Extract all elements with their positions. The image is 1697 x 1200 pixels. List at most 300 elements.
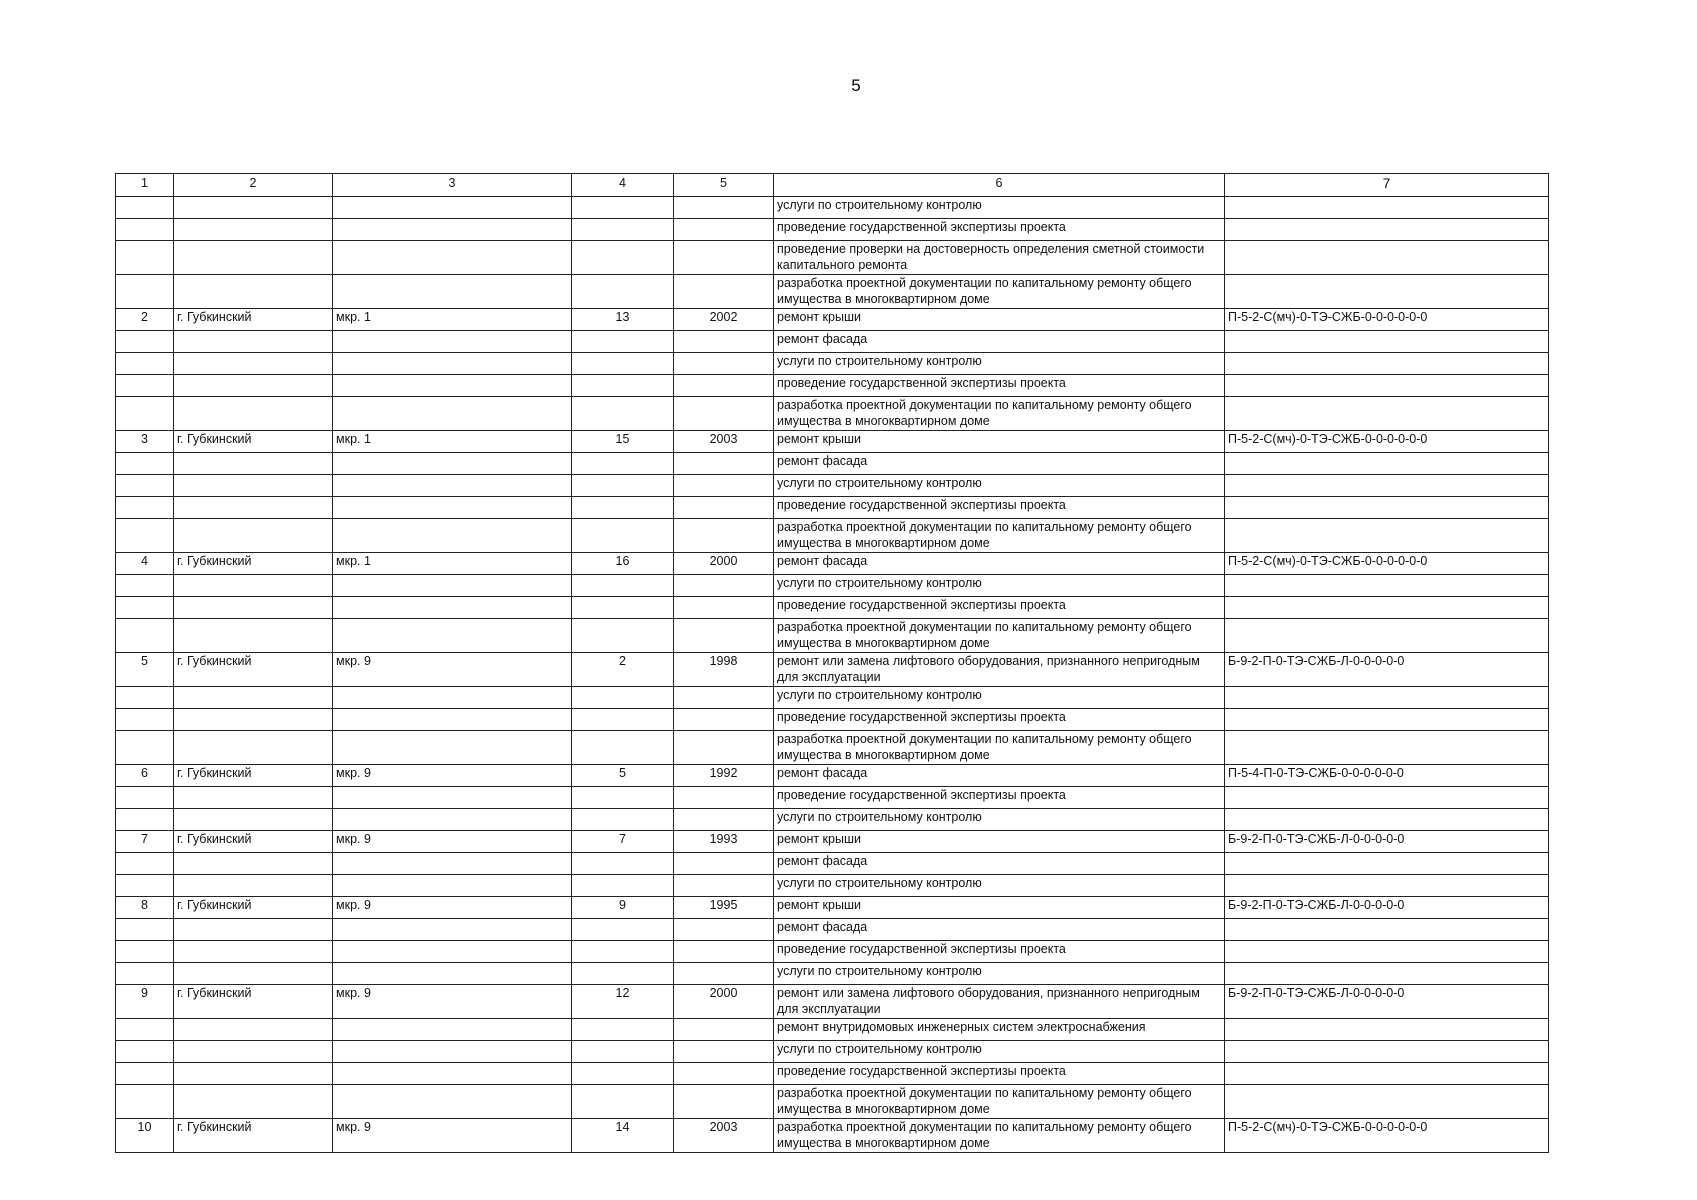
- cell-district: [333, 275, 572, 309]
- cell-district: [333, 709, 572, 731]
- cell-work: ремонт или замена лифтового оборудования, признанного непригодным для эксплуатации: [774, 653, 1225, 687]
- cell-city: [174, 941, 333, 963]
- cell-code: [1225, 731, 1549, 765]
- cell-city: [174, 619, 333, 653]
- cell-number: 2: [116, 309, 174, 331]
- cell-work: проведение государственной экспертизы проекта: [774, 597, 1225, 619]
- cell-code: [1225, 575, 1549, 597]
- table-body: [116, 174, 1549, 1153]
- cell-code: [1225, 809, 1549, 831]
- cell-code: [1225, 375, 1549, 397]
- cell-year: [674, 919, 774, 941]
- cell-city: [174, 963, 333, 985]
- cell-house: [572, 219, 674, 241]
- cell-work: проведение государственной экспертизы проекта: [774, 219, 1225, 241]
- cell-work: ремонт крыши: [774, 897, 1225, 919]
- repair-table: [115, 173, 1549, 1153]
- cell-number: [116, 687, 174, 709]
- cell-work: ремонт фасада: [774, 765, 1225, 787]
- cell-district: [333, 375, 572, 397]
- table-row: [116, 597, 1549, 619]
- cell-number: [116, 475, 174, 497]
- cell-number: [116, 353, 174, 375]
- column-header: 7: [1225, 174, 1549, 197]
- table-row: [116, 709, 1549, 731]
- column-header: 5: [674, 174, 774, 197]
- cell-district: [333, 1085, 572, 1119]
- column-header: 2: [174, 174, 333, 197]
- table-row: [116, 519, 1549, 553]
- cell-number: [116, 619, 174, 653]
- table-row: [116, 453, 1549, 475]
- cell-city: г. Губкинский: [174, 309, 333, 331]
- cell-number: [116, 497, 174, 519]
- cell-year: [674, 519, 774, 553]
- cell-district: [333, 331, 572, 353]
- cell-year: [674, 275, 774, 309]
- cell-city: [174, 197, 333, 219]
- cell-district: [333, 197, 572, 219]
- cell-district: [333, 1019, 572, 1041]
- cell-year: [674, 1041, 774, 1063]
- table-row: [116, 897, 1549, 919]
- cell-work: ремонт крыши: [774, 309, 1225, 331]
- cell-city: г. Губкинский: [174, 765, 333, 787]
- cell-year: 2003: [674, 1119, 774, 1153]
- cell-work: проведение государственной экспертизы проекта: [774, 375, 1225, 397]
- cell-district: [333, 241, 572, 275]
- cell-number: [116, 787, 174, 809]
- cell-city: г. Губкинский: [174, 985, 333, 1019]
- cell-code: [1225, 709, 1549, 731]
- cell-work: разработка проектной документации по капитальному ремонту общего имущества в многоквартирном доме: [774, 1119, 1225, 1153]
- cell-number: [116, 275, 174, 309]
- cell-year: [674, 875, 774, 897]
- cell-code: [1225, 963, 1549, 985]
- cell-work: разработка проектной документации по капитальному ремонту общего имущества в многоквартирном доме: [774, 731, 1225, 765]
- cell-number: [116, 709, 174, 731]
- cell-house: 7: [572, 831, 674, 853]
- cell-code: Б-9-2-П-0-ТЭ-СЖБ-Л-0-0-0-0-0: [1225, 653, 1549, 687]
- column-header: 6: [774, 174, 1225, 197]
- cell-work: услуги по строительному контролю: [774, 575, 1225, 597]
- cell-year: 1995: [674, 897, 774, 919]
- cell-district: [333, 941, 572, 963]
- table-row: [116, 875, 1549, 897]
- cell-code: Б-9-2-П-0-ТЭ-СЖБ-Л-0-0-0-0-0: [1225, 831, 1549, 853]
- cell-district: [333, 1041, 572, 1063]
- cell-work: проведение государственной экспертизы проекта: [774, 1063, 1225, 1085]
- cell-number: [116, 809, 174, 831]
- table-row: [116, 963, 1549, 985]
- cell-year: 2002: [674, 309, 774, 331]
- cell-house: [572, 731, 674, 765]
- cell-district: мкр. 1: [333, 431, 572, 453]
- cell-house: [572, 331, 674, 353]
- cell-work: проведение государственной экспертизы проекта: [774, 709, 1225, 731]
- cell-district: [333, 219, 572, 241]
- cell-year: [674, 453, 774, 475]
- page-number: 5: [851, 76, 861, 95]
- cell-number: [116, 1085, 174, 1119]
- cell-house: 16: [572, 553, 674, 575]
- cell-work: разработка проектной документации по капитальному ремонту общего имущества в многоквартирном доме: [774, 619, 1225, 653]
- cell-house: [572, 397, 674, 431]
- cell-city: г. Губкинский: [174, 653, 333, 687]
- cell-number: [116, 875, 174, 897]
- cell-year: 1992: [674, 765, 774, 787]
- cell-year: 2003: [674, 431, 774, 453]
- cell-district: [333, 475, 572, 497]
- cell-work: проведение государственной экспертизы проекта: [774, 787, 1225, 809]
- cell-house: [572, 963, 674, 985]
- cell-city: [174, 397, 333, 431]
- table-row: [116, 309, 1549, 331]
- cell-house: 13: [572, 309, 674, 331]
- table-row: [116, 919, 1549, 941]
- cell-city: [174, 1063, 333, 1085]
- cell-work: ремонт крыши: [774, 431, 1225, 453]
- cell-house: [572, 853, 674, 875]
- cell-city: [174, 1019, 333, 1041]
- cell-house: [572, 941, 674, 963]
- cell-house: 12: [572, 985, 674, 1019]
- cell-year: [674, 331, 774, 353]
- cell-house: [572, 497, 674, 519]
- cell-year: [674, 1063, 774, 1085]
- cell-code: П-5-2-С(мч)-0-ТЭ-СЖБ-0-0-0-0-0-0: [1225, 1119, 1549, 1153]
- cell-district: [333, 919, 572, 941]
- cell-year: [674, 241, 774, 275]
- table-row: [116, 197, 1549, 219]
- cell-year: [674, 375, 774, 397]
- table-row: [116, 575, 1549, 597]
- cell-district: мкр. 1: [333, 309, 572, 331]
- cell-work: ремонт крыши: [774, 831, 1225, 853]
- cell-city: [174, 1041, 333, 1063]
- cell-district: [333, 519, 572, 553]
- cell-number: [116, 575, 174, 597]
- table-row: [116, 241, 1549, 275]
- cell-district: мкр. 9: [333, 653, 572, 687]
- cell-city: [174, 575, 333, 597]
- cell-year: 1993: [674, 831, 774, 853]
- cell-code: П-5-2-С(мч)-0-ТЭ-СЖБ-0-0-0-0-0-0: [1225, 309, 1549, 331]
- cell-year: [674, 197, 774, 219]
- cell-house: [572, 875, 674, 897]
- cell-year: 2000: [674, 553, 774, 575]
- cell-work: услуги по строительному контролю: [774, 353, 1225, 375]
- table-row: [116, 765, 1549, 787]
- cell-number: [116, 597, 174, 619]
- cell-code: [1225, 241, 1549, 275]
- cell-code: [1225, 275, 1549, 309]
- cell-district: [333, 575, 572, 597]
- cell-district: [333, 353, 572, 375]
- cell-number: [116, 1063, 174, 1085]
- cell-city: [174, 709, 333, 731]
- cell-work: ремонт фасада: [774, 331, 1225, 353]
- cell-code: [1225, 519, 1549, 553]
- table-row: [116, 1041, 1549, 1063]
- cell-house: [572, 619, 674, 653]
- cell-work: разработка проектной документации по капитальному ремонту общего имущества в многоквартирном доме: [774, 519, 1225, 553]
- cell-work: ремонт фасада: [774, 553, 1225, 575]
- table-row: [116, 941, 1549, 963]
- cell-year: [674, 597, 774, 619]
- table-row: [116, 687, 1549, 709]
- cell-work: услуги по строительному контролю: [774, 875, 1225, 897]
- cell-city: [174, 787, 333, 809]
- cell-city: [174, 241, 333, 275]
- cell-year: [674, 219, 774, 241]
- cell-number: [116, 397, 174, 431]
- cell-year: [674, 687, 774, 709]
- table-row: [116, 1063, 1549, 1085]
- table-header-row: [116, 174, 1549, 197]
- cell-work: ремонт фасада: [774, 919, 1225, 941]
- cell-city: [174, 353, 333, 375]
- cell-number: [116, 197, 174, 219]
- cell-house: [572, 687, 674, 709]
- cell-house: [572, 597, 674, 619]
- cell-year: [674, 809, 774, 831]
- cell-house: [572, 709, 674, 731]
- cell-work: разработка проектной документации по капитальному ремонту общего имущества в многоквартирном доме: [774, 397, 1225, 431]
- cell-code: [1225, 219, 1549, 241]
- cell-work: услуги по строительному контролю: [774, 475, 1225, 497]
- cell-city: г. Губкинский: [174, 1119, 333, 1153]
- cell-city: [174, 519, 333, 553]
- cell-district: [333, 963, 572, 985]
- cell-code: П-5-2-С(мч)-0-ТЭ-СЖБ-0-0-0-0-0-0: [1225, 553, 1549, 575]
- table-row: [116, 1085, 1549, 1119]
- cell-code: [1225, 853, 1549, 875]
- table-row: [116, 1019, 1549, 1041]
- cell-district: [333, 1063, 572, 1085]
- cell-year: [674, 353, 774, 375]
- cell-district: [333, 853, 572, 875]
- table-row: [116, 331, 1549, 353]
- table-row: [116, 275, 1549, 309]
- cell-code: [1225, 1063, 1549, 1085]
- cell-code: Б-9-2-П-0-ТЭ-СЖБ-Л-0-0-0-0-0: [1225, 985, 1549, 1019]
- cell-house: [572, 787, 674, 809]
- cell-number: [116, 375, 174, 397]
- cell-work: услуги по строительному контролю: [774, 197, 1225, 219]
- cell-number: [116, 1019, 174, 1041]
- cell-code: [1225, 1019, 1549, 1041]
- cell-code: [1225, 687, 1549, 709]
- column-header: 4: [572, 174, 674, 197]
- cell-district: мкр. 9: [333, 897, 572, 919]
- cell-code: [1225, 919, 1549, 941]
- cell-work: услуги по строительному контролю: [774, 687, 1225, 709]
- cell-number: [116, 919, 174, 941]
- cell-district: мкр. 9: [333, 985, 572, 1019]
- cell-house: 15: [572, 431, 674, 453]
- cell-year: [674, 731, 774, 765]
- cell-house: [572, 1063, 674, 1085]
- cell-number: 7: [116, 831, 174, 853]
- cell-house: [572, 575, 674, 597]
- cell-house: [572, 475, 674, 497]
- cell-number: 8: [116, 897, 174, 919]
- cell-house: 2: [572, 653, 674, 687]
- cell-work: услуги по строительному контролю: [774, 809, 1225, 831]
- cell-code: [1225, 331, 1549, 353]
- cell-year: [674, 1019, 774, 1041]
- cell-work: проведение государственной экспертизы проекта: [774, 941, 1225, 963]
- cell-code: [1225, 197, 1549, 219]
- cell-code: [1225, 875, 1549, 897]
- table-row: [116, 809, 1549, 831]
- cell-city: [174, 687, 333, 709]
- cell-district: [333, 875, 572, 897]
- cell-city: [174, 809, 333, 831]
- cell-district: [333, 687, 572, 709]
- cell-code: [1225, 787, 1549, 809]
- cell-code: [1225, 1041, 1549, 1063]
- cell-city: [174, 1085, 333, 1119]
- cell-city: г. Губкинский: [174, 431, 333, 453]
- table-row: [116, 219, 1549, 241]
- table-row: [116, 497, 1549, 519]
- cell-city: [174, 375, 333, 397]
- table-row: [116, 1119, 1549, 1153]
- cell-house: [572, 353, 674, 375]
- cell-year: [674, 853, 774, 875]
- cell-code: П-5-2-С(мч)-0-ТЭ-СЖБ-0-0-0-0-0-0: [1225, 431, 1549, 453]
- cell-number: [116, 331, 174, 353]
- cell-district: [333, 453, 572, 475]
- cell-district: [333, 731, 572, 765]
- cell-city: [174, 875, 333, 897]
- cell-house: [572, 375, 674, 397]
- table-row: [116, 353, 1549, 375]
- cell-code: [1225, 1085, 1549, 1119]
- cell-code: [1225, 597, 1549, 619]
- column-header: 1: [116, 174, 174, 197]
- table-row: [116, 553, 1549, 575]
- cell-number: [116, 1041, 174, 1063]
- cell-number: 10: [116, 1119, 174, 1153]
- cell-year: 1998: [674, 653, 774, 687]
- cell-number: [116, 453, 174, 475]
- cell-work: ремонт фасада: [774, 453, 1225, 475]
- cell-number: [116, 219, 174, 241]
- cell-city: г. Губкинский: [174, 831, 333, 853]
- cell-house: 14: [572, 1119, 674, 1153]
- cell-district: [333, 597, 572, 619]
- table-row: [116, 397, 1549, 431]
- cell-year: [674, 787, 774, 809]
- table-row: [116, 475, 1549, 497]
- cell-year: [674, 397, 774, 431]
- cell-code: [1225, 353, 1549, 375]
- column-header: 3: [333, 174, 572, 197]
- cell-code: [1225, 453, 1549, 475]
- cell-district: [333, 397, 572, 431]
- cell-year: 2000: [674, 985, 774, 1019]
- cell-district: мкр. 1: [333, 553, 572, 575]
- cell-code: П-5-4-П-0-ТЭ-СЖБ-0-0-0-0-0-0: [1225, 765, 1549, 787]
- cell-number: 3: [116, 431, 174, 453]
- cell-number: 4: [116, 553, 174, 575]
- cell-house: [572, 1041, 674, 1063]
- cell-city: [174, 219, 333, 241]
- cell-district: [333, 497, 572, 519]
- cell-code: Б-9-2-П-0-ТЭ-СЖБ-Л-0-0-0-0-0: [1225, 897, 1549, 919]
- cell-house: [572, 197, 674, 219]
- cell-city: [174, 731, 333, 765]
- cell-number: 6: [116, 765, 174, 787]
- cell-code: [1225, 497, 1549, 519]
- cell-year: [674, 575, 774, 597]
- table-row: [116, 619, 1549, 653]
- cell-house: [572, 809, 674, 831]
- cell-work: услуги по строительному контролю: [774, 963, 1225, 985]
- cell-city: [174, 275, 333, 309]
- cell-district: мкр. 9: [333, 765, 572, 787]
- cell-city: [174, 453, 333, 475]
- cell-city: [174, 853, 333, 875]
- cell-district: [333, 787, 572, 809]
- cell-district: мкр. 9: [333, 831, 572, 853]
- cell-work: услуги по строительному контролю: [774, 1041, 1225, 1063]
- cell-number: [116, 519, 174, 553]
- cell-code: [1225, 619, 1549, 653]
- cell-code: [1225, 397, 1549, 431]
- cell-house: [572, 453, 674, 475]
- cell-code: [1225, 941, 1549, 963]
- cell-city: [174, 475, 333, 497]
- cell-district: [333, 619, 572, 653]
- cell-work: разработка проектной документации по капитальному ремонту общего имущества в многоквартирном доме: [774, 1085, 1225, 1119]
- table-row: [116, 787, 1549, 809]
- cell-work: ремонт или замена лифтового оборудования, признанного непригодным для эксплуатации: [774, 985, 1225, 1019]
- cell-year: [674, 475, 774, 497]
- cell-city: [174, 597, 333, 619]
- cell-city: г. Губкинский: [174, 553, 333, 575]
- cell-number: [116, 941, 174, 963]
- cell-number: [116, 853, 174, 875]
- cell-house: [572, 241, 674, 275]
- cell-house: [572, 919, 674, 941]
- cell-house: 5: [572, 765, 674, 787]
- table-row: [116, 831, 1549, 853]
- table-row: [116, 853, 1549, 875]
- cell-work: проведение государственной экспертизы проекта: [774, 497, 1225, 519]
- cell-city: [174, 919, 333, 941]
- cell-number: [116, 241, 174, 275]
- cell-city: г. Губкинский: [174, 897, 333, 919]
- cell-year: [674, 963, 774, 985]
- cell-work: ремонт внутридомовых инженерных систем электроснабжения: [774, 1019, 1225, 1041]
- cell-house: [572, 519, 674, 553]
- cell-year: [674, 497, 774, 519]
- table-row: [116, 653, 1549, 687]
- cell-year: [674, 941, 774, 963]
- cell-house: [572, 275, 674, 309]
- cell-number: [116, 731, 174, 765]
- cell-work: ремонт фасада: [774, 853, 1225, 875]
- table-row: [116, 375, 1549, 397]
- cell-number: 5: [116, 653, 174, 687]
- cell-number: 9: [116, 985, 174, 1019]
- cell-house: [572, 1019, 674, 1041]
- cell-district: [333, 809, 572, 831]
